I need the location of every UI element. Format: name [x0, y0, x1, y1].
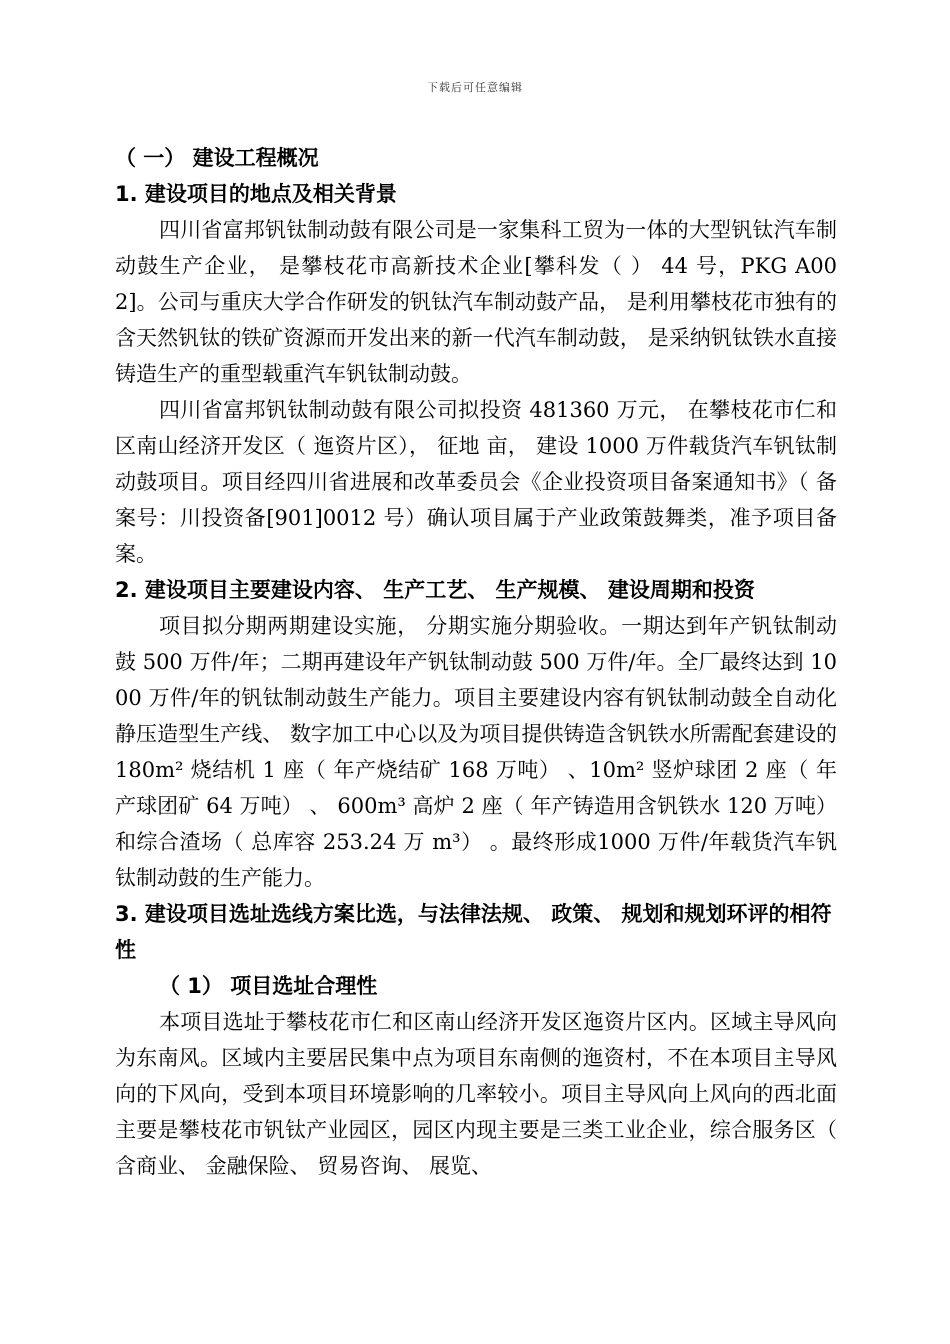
section-heading: （ 一） 建设工程概况: [115, 146, 319, 170]
header-note: 下载后可任意编辑: [427, 81, 523, 94]
paragraph-investment: 四川省富邦钒钛制动鼓有限公司拟投资 481360 万元， 在攀枝花市仁和区南山经济开发区（ 迤资片区）， 征地 亩， 建设 1000 万件载货汽车钒钛制动鼓项目。项目经四川省进展和改革委员会《企业投资项目备案通知书》（ 备案号：川投资备[901]0012 号）确认项目属于产业政策鼓舞类，准予项目备案。: [115, 398, 837, 566]
paragraph-site-rationality: 本项目选址于攀枝花市仁和区南山经济开发区迤资片区内。区域主导风向为东南风。区域内主要居民集中点为项目东南侧的迤资村，不在本项目主导风向的下风向，受到本项目环境影响的几率较小。项目主导风向上风向的西北面主要是攀枝花市钒钛产业园区，园区内现主要是三类工业企业，综合服务区（ 含商业、 金融保险、 贸易咨询、 展览、: [115, 1010, 837, 1178]
paragraph-company-intro: 四川省富邦钒钛制动鼓有限公司是一家集科工贸为一体的大型钒钛汽车制动鼓生产企业， 是攀枝花市高新技术企业[攀科发（ ） 44 号，PKG A002]。公司与重庆大学合作研发的钒钛汽车制动鼓产品， 是利用攀枝花市独有的含天然钒钛的铁矿资源而开发出来的新一代汽车制动鼓， 是采纳钒钛铁水直接铸造生产的重型载重汽车钒钛制动鼓。: [115, 218, 837, 386]
document-body: [115, 140, 837, 1184]
subheading-site-rationality: （ 1） 项目选址合理性: [159, 974, 378, 998]
heading-site-selection: 3. 建设项目选址选线方案比选，与法律法规、 政策、 规划和规划环评的相符性: [115, 902, 832, 962]
paragraph-construction-phases: 项目拟分期两期建设实施， 分期实施分期验收。一期达到年产钒钛制动鼓 500 万件/年；二期再建设年产钒钛制动鼓 500 万件/年。全厂最终达到 1000 万件/年的钒钛制动鼓生产能力。项目主要建设内容有钒钛制动鼓全自动化静压造型生产线、 数字加工中心以及为项目提供铸造含钒铁水所需配套建设的 180m² 烧结机 1 座（ 年产烧结矿 168 万吨） 、10m² 竖炉球团 2 座（ 年产球团矿 64 万吨） 、 600m³ 高炉 2 座（ 年产铸造用含钒铁水 120 万吨） 和综合渣场（ 总库容 253.24 万 m³） 。最终形成1000 万件/年载货汽车钒钛制动鼓的生产能力。: [115, 614, 837, 890]
heading-location-background: 1. 建设项目的地点及相关背景: [115, 182, 397, 206]
heading-construction-content: 2. 建设项目主要建设内容、 生产工艺、 生产规模、 建设周期和投资: [115, 578, 755, 602]
